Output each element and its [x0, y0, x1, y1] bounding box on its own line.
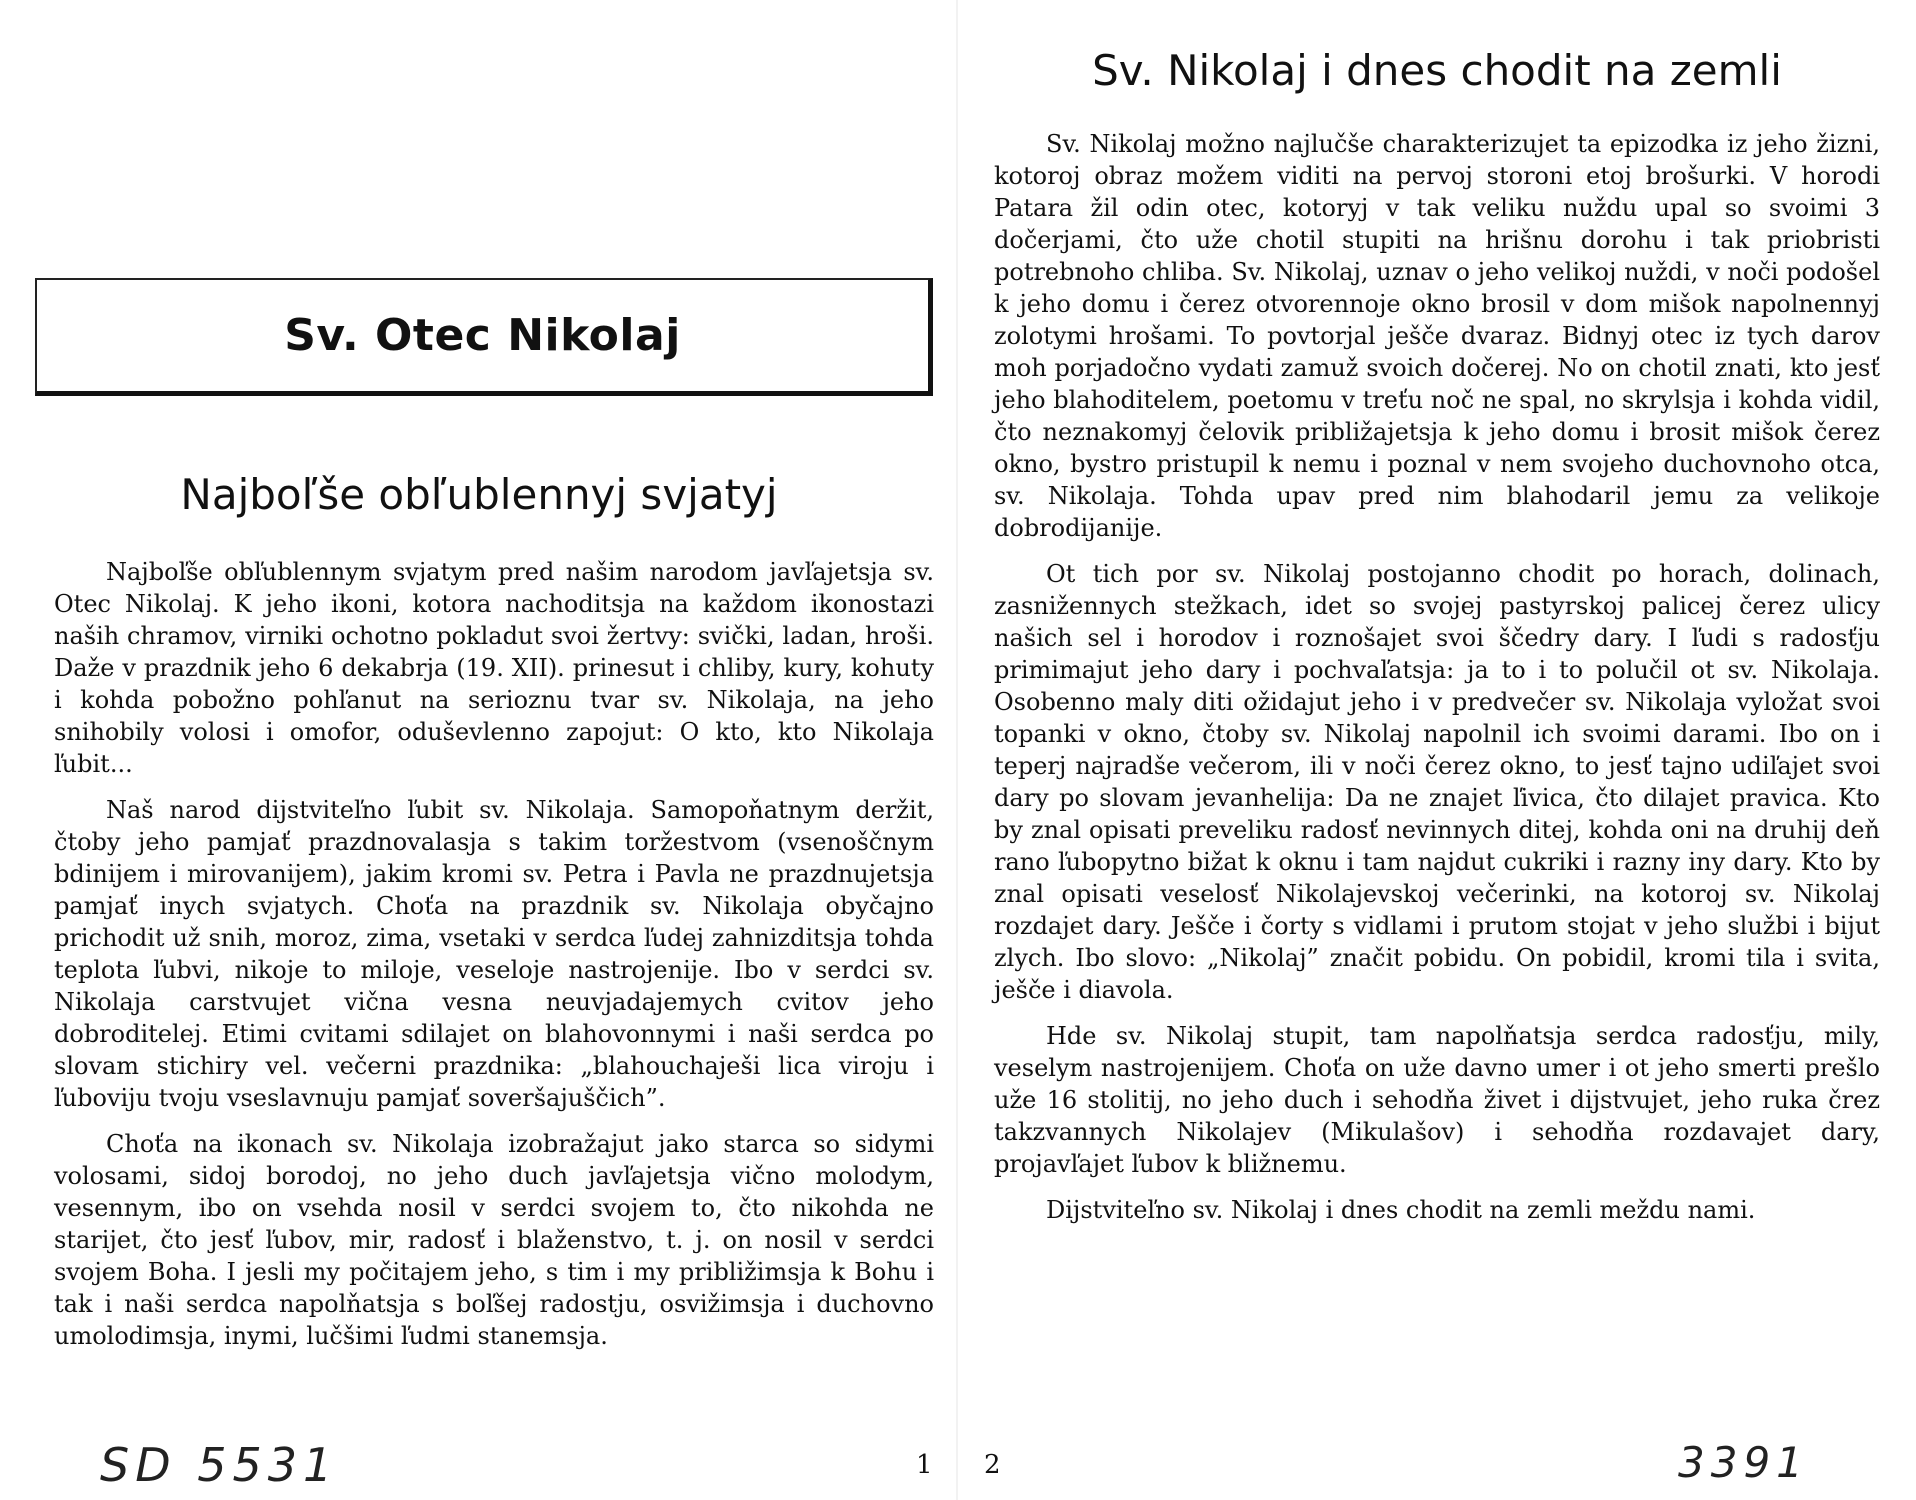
page-number: 2	[984, 1450, 1001, 1480]
paragraph: Naš narod dijstviteľno ľubit sv. Nikolaja. Samopoňatnym deržit, čtoby jeho pamjať prazdnovalasja s takim toržestvom (vsenoščnym bdinijem i mirovanijem), jakim kromi sv. Petra i Pavla ne prazdnujetsja pamjať inych svjatych. Choťa na prazdnik sv. Nikolaja obyčajno prichodit už snih, moroz, zima, vsetaki v serdca ľudej zahnizditsja tohda teplota ľubvi, nikoje to miloje, veseloje nastrojenije. Ibo v serdci sv. Nikolaja carstvujet vična vesna neuvjadajemych cvitov jeho dobroditelej. Etimi cvitami sdilajet on blahovonnymi i naši serdca po slovam stichiry vel. večerni prazdnika: „blahouchaješi lica viroju i ľuboviju tvoju vseslavnuju pamjať soveršajuščich”.	[54, 796, 934, 1112]
page-title: Sv. Otec Nikolaj	[284, 310, 681, 361]
paragraph: Sv. Nikolaj možno najlučše charakterizujet ta epizodka iz jeho žizni, kotoroj obraz možem viditi na pervoj storoni etoj brošurki. V horodi Patara žil odin otec, kotoryj v tak veliku nuždu upal so svoimi 3 dočerjami, čto uže chotil stupiti na hrišnu dorohu i tak priobristi potrebnoho chliba. Sv. Nikolaj, uznav o jeho velikoj nuždi, v noči podošel k jeho domu i čerez otvorennoje okno brosil v dom mišok napolnennyj zolotymi hrošami. To povtorjal ješče dvaraz. Bidnyj otec iz tych darov moh porjadočno vydati zamuž svoich dočerej. No on chotil znati, kto jesť jeho blahoditelem, poetomu v treťu noč ne spal, no skrylsja i kohda vidil, čto neznakomyj čelovik približajetsja k jeho domu i brosit mišok čerez okno, bystro pristupil k nemu i poznal v nem svojeho duchovnoho otca, sv. Nikolaja. Tohda upav pred nim blahodaril jemu za velikoje dobrodijanije.	[994, 130, 1880, 542]
paragraph: Choťa na ikonach sv. Nikolaja izobražajut jako starca so sidymi volosami, sidoj borodoj, no jeho duch javľajetsja vično molodym, vesennym, ibo on vsehda nosil v serdci svojem to, čto nikohda ne starijet, čto jesť ľubov, mir, radosť i blaženstvo, t. j. on nosil v serdci svojem Boha. I jesli my počitajem jeho, s tim i my približimsja k Bohu i tak i naši serdca napolňatsja s boľšej radostju, osvižimsja i duchovno umolodimsja, inymi, lučšimi ľudmi stanemsja.	[54, 1130, 934, 1350]
paragraph: Ot tich por sv. Nikolaj postojanno chodit po horach, dolinach, zasnižennych stežkach, idet so svojej pastyrskoj palicej čerez ulicy našich sel i horodov i roznošajet svoi ščedry dary. I ľudi s radosťju primimajut jeho dary i pochvaľatsja: ja to i to polučil ot sv. Nikolaja. Osobenno maly diti ožidajut jeho i v predvečer sv. Nikolaja vyložat svoi topanki v okno, čtoby sv. Nikolaj napolnil ich svoimi darami. Ibo on i teperj najradše večerom, ili v noči čerez okno, to jesť tajno udiľajet svoi dary po slovam jevanhelija: Da ne znajet ľivica, čto dilajet pravica. Kto by znal opisati preveliku radosť nevinnych ditej, kohda oni na druhij deň rano ľubopytno bižat k oknu i tam najdut cukriki i razny iny dary. Kto by znal opisati veselosť Nikolajevskoj večerinki, na kotoroj sv. Nikolaj rozdajet dary. Ješče i čorty s vidlami i prutom stojat v jeho službi i bijut zlych. Ibo slovo: „Nikolaj” značit pobidu. On pobidil, kromi tila i svita, ješče i diavola.	[994, 560, 1880, 1004]
title-frame	[35, 278, 933, 396]
right-text-column	[994, 128, 1880, 1226]
paragraph: Najboľše obľublennym svjatym pred našim narodom javľajetsja sv. Otec Nikolaj. K jeho ikoni, kotora nachoditsja na každom ikonostazi naših chramov, virniki ochotno pokladut svoi žertvy: svički, ladan, hroši. Daže v prazdnik jeho 6 dekabrja (19. XII). prinesut i chliby, kury, kohuty i kohda pobožno pohľanut na serioznu tvar sv. Nikolaja, na jeho snihobily volosi i omofor, oduševlenno zapojut: O kto, kto Nikolaja ľubit...	[54, 558, 934, 778]
paragraph: Dijstviteľno sv. Nikolaj i dnes chodit na zemli meždu nami.	[1046, 1196, 1756, 1224]
section-title: Sv. Nikolaj i dnes chodit na zemli	[1092, 46, 1782, 95]
left-text-column	[54, 556, 934, 1352]
right-page	[958, 0, 1916, 1500]
handwritten-mark: SD 5531	[100, 1438, 339, 1492]
handwritten-mark: 3391	[1678, 1438, 1809, 1487]
paragraph: Hde sv. Nikolaj stupit, tam napolňatsja serdca radosťju, mily, veselym nastrojenijem. Choťa on uže davno umer i ot jeho smerti prešlo uže 16 stolitij, no jeho duch i sehodňa živet i dijstvujet, jeho ruka črez takzvannych Nikolajev (Mikulašov) i sehodňa rozdavajet dary, projavľajet ľubov k bližnemu.	[994, 1022, 1880, 1178]
page-number: 1	[916, 1450, 933, 1480]
section-subtitle: Najboľše obľublennyj svjatyj	[180, 470, 778, 519]
